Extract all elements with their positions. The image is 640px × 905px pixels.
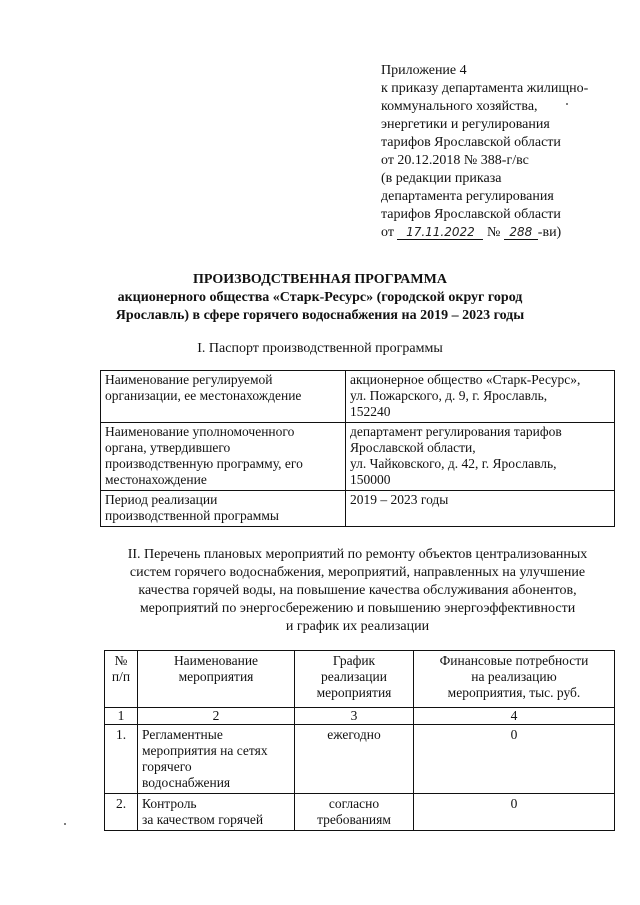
cell-line: Наименование регулируемой [105, 372, 273, 387]
cell-line: производственной программы [105, 508, 279, 523]
cell-line: ул. Чайковского, д. 42, г. Ярославль, [350, 456, 557, 471]
handwritten-date: 17.11.2022 [397, 225, 483, 240]
row-number: 1. [105, 725, 138, 794]
appendix-date-suffix: -ви) [537, 225, 562, 240]
cell-line: органа, утвердившего [105, 440, 231, 455]
table-header-row [105, 651, 615, 708]
appendix-date-line [381, 224, 631, 242]
appendix-block [381, 62, 631, 242]
cell-line: Наименование уполномоченного [105, 424, 295, 439]
header-cell-finance [414, 651, 615, 708]
cell-line: 152240 [350, 404, 391, 419]
document-title [100, 271, 540, 325]
heading-line: и график их реализации [285, 619, 430, 634]
cell-line: 2019 – 2023 годы [350, 492, 449, 507]
speck-mark [64, 823, 66, 825]
passport-label-cell [101, 423, 346, 491]
appendix-line: тарифов Ярославской области [381, 207, 561, 222]
finance-cell: 0 [414, 725, 615, 794]
heading-line: II. Перечень плановых мероприятий по ремонту объектов централизованных [127, 547, 588, 562]
cell-line: ежегодно [327, 727, 381, 742]
row-number: 2. [105, 794, 138, 831]
cell-line: акционерное общество «Старк-Ресурс», [350, 372, 581, 387]
cell-line: производственную программу, его [105, 456, 303, 471]
handwritten-number: 288 [504, 225, 538, 240]
cell-line: департамент регулирования тарифов [350, 424, 562, 439]
plan-table [104, 650, 615, 831]
column-number: 1 [105, 708, 138, 725]
schedule-cell [295, 794, 414, 831]
table-row [105, 725, 615, 794]
header-cell-schedule [295, 651, 414, 708]
heading-line: качества горячей воды, на повышение качества обслуживания абонентов, [138, 583, 577, 598]
cell-line: Наименование [173, 653, 259, 668]
finance-cell: 0 [414, 794, 615, 831]
cell-line: мероприятия [316, 685, 392, 700]
cell-line: горячего [142, 759, 192, 774]
table-row [101, 423, 615, 491]
cell-line: на реализацию [471, 669, 557, 684]
cell-line: 150000 [350, 472, 391, 487]
appendix-line: департамента регулирования [381, 189, 554, 204]
measure-name-cell [138, 794, 295, 831]
heading-line: мероприятий по энергосбережению и повышению энергоэффективности [139, 601, 576, 616]
appendix-line: к приказу департамента жилищно- [381, 81, 589, 96]
appendix-line: энергетики и регулирования [381, 117, 550, 132]
passport-value-cell [346, 491, 615, 527]
table-row [105, 794, 615, 831]
cell-line: График реализации [321, 653, 387, 684]
cell-line: мероприятия, тыс. руб. [447, 685, 581, 700]
title-line: ПРОИЗВОДСТВЕННАЯ ПРОГРАММА [193, 272, 447, 287]
cell-line: Период реализации [105, 492, 218, 507]
cell-line: Регламентные [142, 727, 223, 742]
title-line: акционерного общества «Старк-Ресурс» (городской округ город [117, 290, 523, 305]
cell-line: мероприятия на сетях [142, 743, 268, 758]
appendix-line: коммунального хозяйства, [381, 99, 538, 114]
header-cell-number [105, 651, 138, 708]
column-number-row [105, 708, 615, 725]
number-sign: № [486, 225, 501, 240]
appendix-line: (в редакции приказа [381, 171, 502, 186]
title-line: Ярославль) в сфере горячего водоснабжения на 2019 – 2023 годы [115, 308, 525, 323]
passport-value-cell [346, 371, 615, 423]
cell-line: водоснабжения [142, 775, 231, 790]
cell-line: Контроль [142, 796, 197, 811]
speck-mark [566, 103, 568, 105]
cell-line: № [114, 653, 128, 668]
cell-line: мероприятия [178, 669, 254, 684]
column-number: 3 [295, 708, 414, 725]
schedule-cell [295, 725, 414, 794]
appendix-line: Приложение 4 [381, 63, 467, 78]
cell-line: организации, ее местонахождение [105, 388, 302, 403]
heading-line: систем горячего водоснабжения, мероприятий, направленных на улучшение [129, 565, 586, 580]
cell-line: за качеством горячей [142, 812, 264, 827]
table-row [101, 491, 615, 527]
column-number: 4 [414, 708, 615, 725]
section-1-heading: I. Паспорт производственной программы [197, 341, 443, 356]
appendix-line: тарифов Ярославской области [381, 135, 561, 150]
cell-line: ул. Пожарского, д. 9, г. Ярославль, [350, 388, 548, 403]
passport-label-cell [101, 491, 346, 527]
column-number: 2 [138, 708, 295, 725]
measure-name-cell [138, 725, 295, 794]
cell-line: Финансовые потребности [439, 653, 589, 668]
cell-line: Ярославской области, [350, 440, 476, 455]
passport-table [100, 370, 615, 527]
passport-value-cell [346, 423, 615, 491]
section-2-heading [100, 546, 615, 636]
cell-line: п/п [111, 669, 131, 684]
table-row [101, 371, 615, 423]
header-cell-name [138, 651, 295, 708]
cell-line: местонахождение [105, 472, 207, 487]
cell-line: требованиям [317, 812, 391, 827]
appendix-date-prefix: от [381, 225, 394, 240]
cell-line: согласно [328, 796, 380, 811]
passport-label-cell [101, 371, 346, 423]
appendix-line: от 20.12.2018 № 388-г/вс [381, 153, 529, 168]
